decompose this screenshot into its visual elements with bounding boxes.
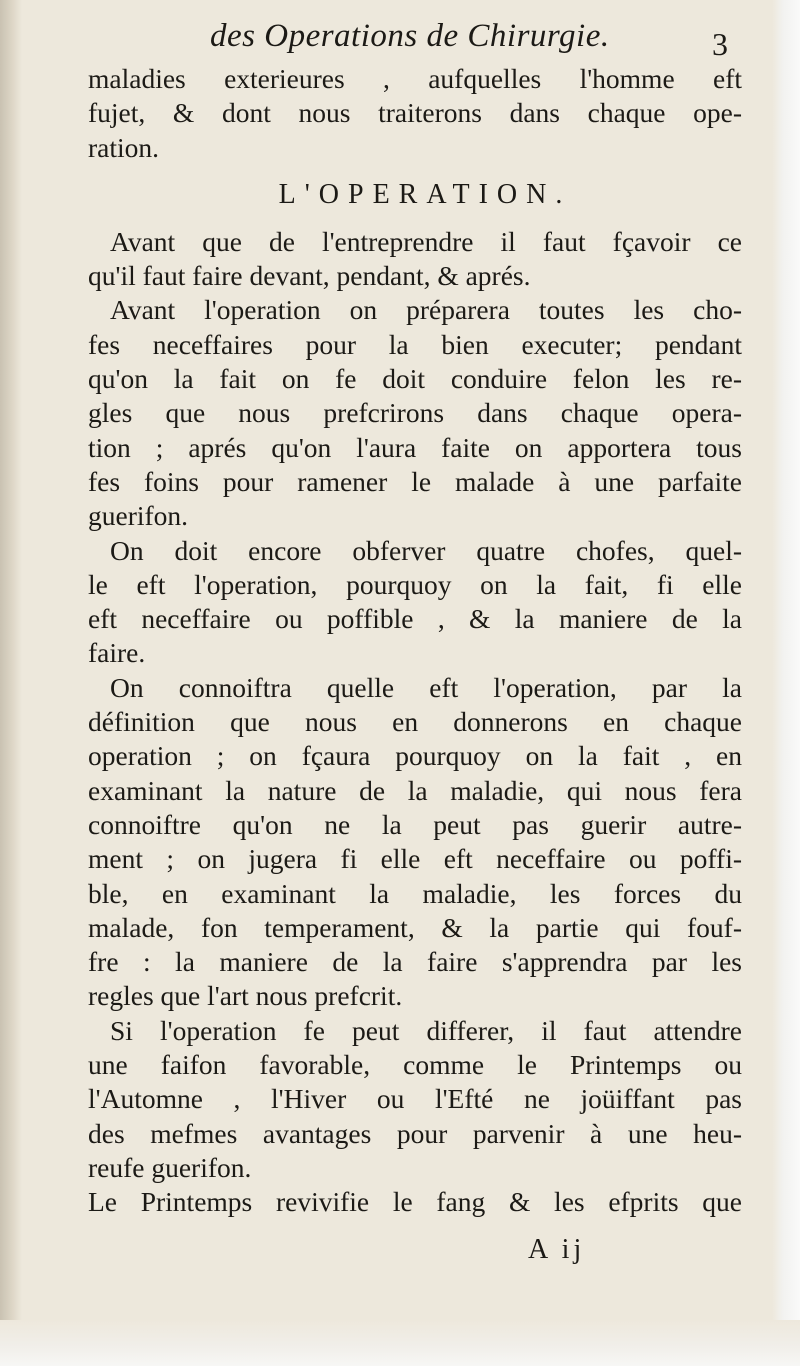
text-line: Avant que de l'entreprendre il faut fçavoir ce — [110, 225, 742, 257]
text-line: faire. — [88, 637, 146, 669]
text-line: On connoiftra quelle eft l'operation, par la — [110, 671, 742, 703]
paragraph — [88, 534, 742, 671]
paragraph — [88, 1185, 742, 1219]
text-line: fes neceffaires pour la bien executer; pendant — [88, 328, 742, 360]
text-line: qu'on la fait on fe doit conduire felon les re- — [88, 363, 742, 395]
page-body — [88, 62, 742, 1220]
text-line: gles que nous prefcrirons dans chaque opera- — [88, 397, 742, 429]
text-line: reufe guerifon. — [88, 1151, 252, 1183]
text-line: tion ; aprés qu'on l'aura faite on apportera tous — [88, 431, 742, 463]
text-line: Avant l'operation on préparera toutes les cho- — [110, 294, 742, 326]
text-line: guerifon. — [88, 500, 189, 532]
text-line: une faifon favorable, comme le Printemps ou — [88, 1049, 742, 1081]
text-line: regles que l'art nous prefcrit. — [88, 980, 403, 1012]
text-line: ration. — [88, 131, 160, 163]
continued-paragraph — [88, 62, 742, 165]
signature-mark: A ij — [528, 1234, 586, 1265]
text-line: operation ; on fçaura pourquoy on la fait , en — [88, 740, 742, 772]
text-line: Si l'operation fe peut differer, il faut attendre — [110, 1014, 742, 1046]
text-line: ble, en examinant la maladie, les forces du — [88, 877, 742, 909]
text-line: examinant la nature de la maladie, qui nous fera — [88, 774, 742, 806]
paragraph — [88, 1014, 742, 1185]
section-heading: L'OPERATION. — [278, 178, 572, 210]
text-line: maladies exterieures , aufquelles l'homme eft — [88, 63, 742, 94]
text-line: des mefmes avantages pour parvenir à une heu- — [88, 1117, 742, 1149]
text-line: On doit encore obferver quatre chofes, quel- — [110, 534, 742, 566]
text-line: le eft l'operation, pourquoy on la fait, fi elle — [88, 568, 742, 600]
page-bottom-edge — [0, 1320, 800, 1366]
paragraph — [88, 225, 742, 294]
text-line: malade, fon temperament, & la partie qui fouf- — [88, 911, 742, 943]
text-line: fre : la maniere de la faire s'apprendra par les — [88, 946, 742, 978]
page-number: 3 — [712, 26, 728, 62]
page-edge — [772, 0, 800, 1366]
page-footer — [0, 1234, 800, 1274]
text-line: fes foins pour ramener le malade à une parfaite — [88, 465, 742, 497]
text-line: qu'il faut faire devant, pendant, & aprés. — [88, 260, 531, 292]
text-line: définition que nous en donnerons en chaque — [88, 706, 742, 738]
paragraph — [88, 671, 742, 1014]
text-line: eft neceffaire ou poffible , & la maniere de la — [88, 603, 742, 635]
text-line: l'Automne , l'Hiver ou l'Efté ne joüiffant pas — [88, 1083, 742, 1115]
text-line: fujet, & dont nous traiterons dans chaque ope- — [88, 97, 742, 129]
running-title: des Operations de Chirurgie. — [210, 18, 610, 54]
page-gutter-shadow — [0, 0, 22, 1366]
text-line: connoiftre qu'on ne la peut pas guerir autre- — [88, 808, 742, 840]
text-line: ment ; on jugera fi elle eft neceffaire ou poffi- — [88, 843, 742, 875]
text-line: Le Printemps revivifie le fang & les efprits que — [88, 1186, 742, 1218]
paragraph — [88, 293, 742, 533]
running-head — [0, 14, 800, 64]
